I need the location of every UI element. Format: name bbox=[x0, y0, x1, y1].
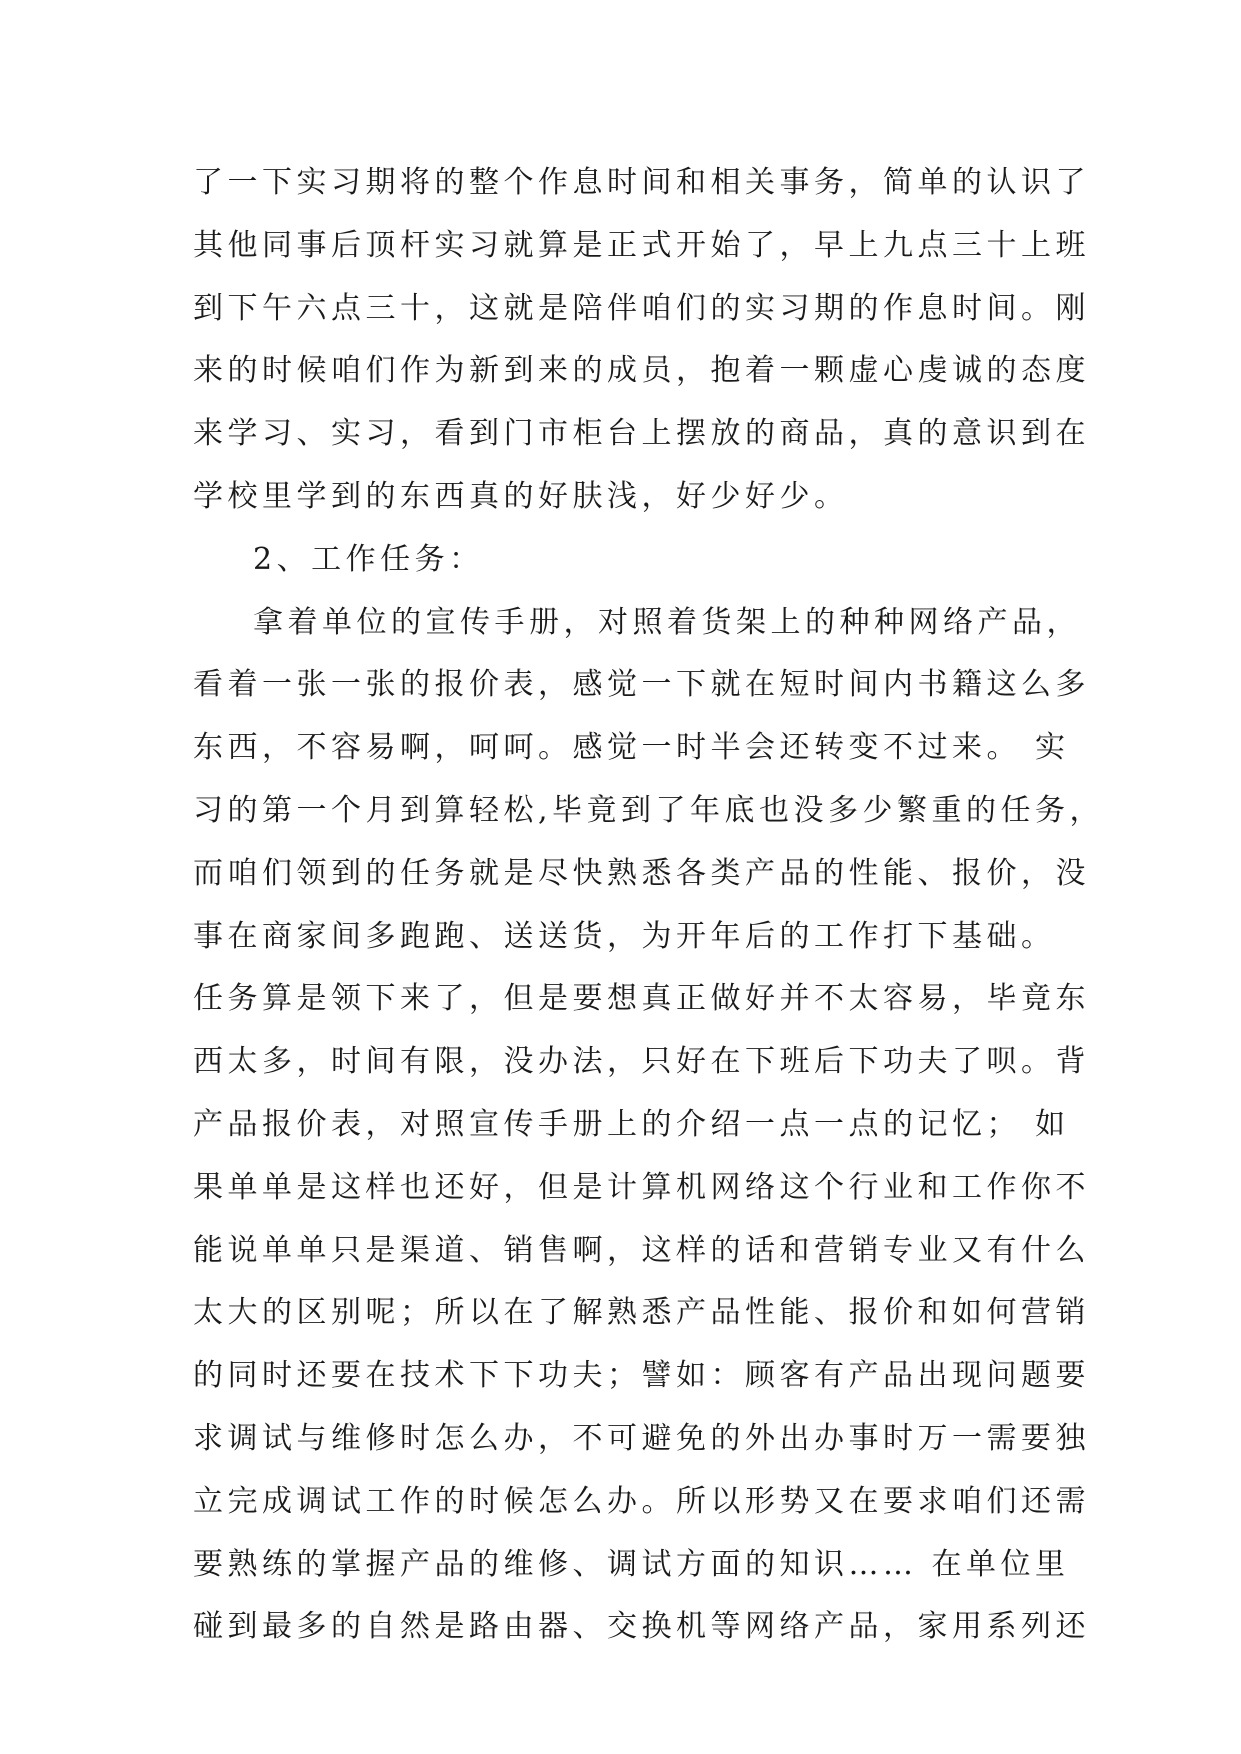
text-line: 立完成调试工作的时候怎么办。所以形势又在要求咱们还需 bbox=[193, 1483, 1090, 1519]
text-line: 要熟练的掌握产品的维修、调试方面的知识…… 在单位里 bbox=[193, 1546, 1070, 1582]
text-line: 的同时还要在技术下下功夫；譬如：顾客有产品出现问题要 bbox=[193, 1358, 1090, 1394]
paragraph-first-line: 拿着单位的宣传手册，对照着货架上的种种网络产品， bbox=[253, 604, 1081, 640]
text-line: 其他同事后顶杆实习就算是正式开始了，早上九点三十上班 bbox=[193, 227, 1090, 263]
text-line: 任务算是领下来了，但是要想真正做好并不太容易，毕竟东 bbox=[193, 981, 1090, 1017]
text-line: 看着一张一张的报价表，感觉一下就在短时间内书籍这么多 bbox=[193, 667, 1090, 703]
text-line: 东西，不容易啊，呵呵。感觉一时半会还转变不过来。 实 bbox=[193, 730, 1070, 766]
text-line: 来学习、实习，看到门市柜台上摆放的商品，真的意识到在 bbox=[193, 416, 1090, 452]
text-line: 碰到最多的自然是路由器、交换机等网络产品，家用系列还 bbox=[193, 1609, 1090, 1645]
section-heading: 2、工作任务： bbox=[253, 541, 484, 577]
text-line: 能说单单只是渠道、销售啊，这样的话和营销专业又有什么 bbox=[193, 1232, 1090, 1268]
text-line: 而咱们领到的任务就是尽快熟悉各类产品的性能、报价，没 bbox=[193, 855, 1090, 891]
text-line: 来的时候咱们作为新到来的成员，抱着一颗虚心虔诚的态度 bbox=[193, 353, 1090, 389]
text-line: 太大的区别呢；所以在了解熟悉产品性能、报价和如何营销 bbox=[193, 1295, 1090, 1331]
text-line: 习的第一个月到算轻松,毕竟到了年底也没多少繁重的任务， bbox=[193, 792, 1105, 828]
text-line: 学校里学到的东西真的好肤浅，好少好少。 bbox=[193, 478, 849, 514]
text-line: 求调试与维修时怎么办，不可避免的外出办事时万一需要独 bbox=[193, 1420, 1090, 1456]
text-line: 了一下实习期将的整个作息时间和相关事务，简单的认识了 bbox=[193, 165, 1090, 200]
text-line: 事在商家间多跑跑、送送货，为开年后的工作打下基础。 bbox=[193, 918, 1056, 954]
text-line: 西太多，时间有限，没办法，只好在下班后下功夫了呗。背 bbox=[193, 1044, 1090, 1080]
text-line: 产品报价表，对照宣传手册上的介绍一点一点的记忆； 如 bbox=[193, 1106, 1070, 1142]
text-line: 果单单是这样也还好，但是计算机网络这个行业和工作你不 bbox=[193, 1169, 1090, 1205]
text-line: 到下午六点三十，这就是陪伴咱们的实习期的作息时间。刚 bbox=[193, 290, 1090, 326]
body-text bbox=[193, 152, 1105, 1659]
